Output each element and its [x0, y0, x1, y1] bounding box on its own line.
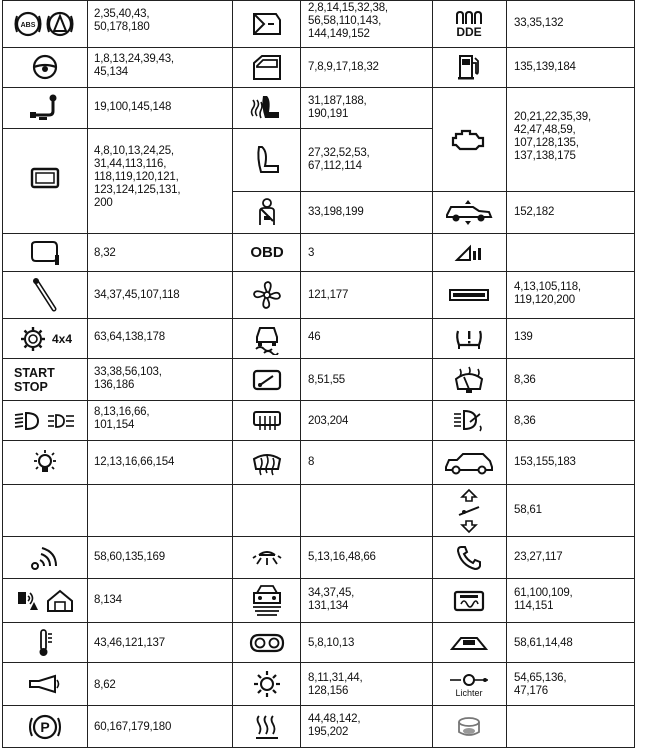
- engine-check-icon: [436, 118, 502, 162]
- table-border-right: [634, 0, 635, 748]
- start-label: START: [14, 365, 55, 380]
- radio-unit-icon: [436, 273, 502, 317]
- row-divider: [2, 662, 635, 663]
- interior-light-icon: [236, 538, 298, 577]
- fuse-numbers: 4,13,105,118, 119,120,200: [514, 281, 581, 306]
- fuse-numbers: 8,32: [94, 247, 116, 259]
- fuse-numbers: 63,64,138,178: [94, 331, 165, 343]
- row-divider: [2, 578, 635, 579]
- light-bulb-icon: [6, 442, 84, 483]
- display-screen-icon: [6, 158, 84, 198]
- door-open-icon: [236, 4, 298, 44]
- row-divider: [2, 358, 635, 359]
- row-divider: [2, 233, 635, 234]
- fuse-numbers: 27,32,52,53, 67,112,114: [308, 147, 370, 172]
- column-divider: [300, 0, 301, 748]
- instrument-cluster-icon: [236, 624, 298, 661]
- sunroof-icon: [436, 624, 502, 661]
- fuse-numbers: 8: [308, 456, 315, 468]
- seatbelt-icon: [236, 193, 298, 231]
- fuse-numbers: 44,48,142, 195,202: [308, 713, 361, 738]
- horn-icon: [6, 664, 84, 704]
- seat-ventilation-icon: [236, 707, 298, 746]
- row-divider: [2, 0, 635, 1]
- fuse-table: [2, 0, 636, 748]
- headlight-icon: [6, 402, 84, 439]
- fuse-numbers: 8,36: [514, 415, 536, 427]
- fuse-numbers: 33,35,132: [514, 17, 564, 29]
- rear-defrost-icon: [236, 402, 298, 439]
- fuse-numbers: 58,61: [514, 504, 542, 516]
- light-switch-icon: [436, 666, 502, 704]
- fuse-numbers: 8,11,31,44, 128,156: [308, 672, 363, 697]
- row-divider: [232, 191, 432, 192]
- fuse-numbers: 139: [514, 331, 533, 343]
- fuse-numbers: 58,61,14,48: [514, 637, 573, 649]
- fuse-numbers: 153,155,183: [514, 456, 576, 468]
- garage-opener-icon: [6, 580, 84, 621]
- fuse-numbers: 23,27,117: [514, 551, 563, 563]
- obd-label: OBD: [250, 244, 284, 261]
- row-divider: [2, 318, 635, 319]
- fuse-numbers: 43,46,121,137: [94, 637, 165, 649]
- row-divider: [2, 622, 635, 623]
- rear-climate-icon: [436, 580, 502, 621]
- fuse-numbers: 1,8,13,24,39,43, 45,134: [94, 53, 174, 78]
- row-divider: [2, 536, 635, 537]
- park-distance-icon: [236, 580, 298, 621]
- row-divider: [2, 87, 635, 88]
- fuse-numbers: 33,198,199: [308, 206, 364, 218]
- table-border-bottom: [2, 747, 635, 748]
- fuse-numbers: 58,60,135,169: [94, 551, 165, 563]
- fuse-numbers: 203,204: [308, 415, 349, 427]
- fuse-numbers: 3: [308, 247, 315, 259]
- row-divider: [2, 271, 635, 272]
- fuse-numbers: 60,167,179,180: [94, 721, 172, 733]
- car-icon: [436, 442, 502, 483]
- fuse-holder-icon: [436, 707, 502, 746]
- fan-icon: [236, 273, 298, 317]
- column-divider: [506, 0, 507, 748]
- row-divider: [432, 191, 635, 192]
- fuse-numbers: 5,13,16,48,66: [308, 551, 376, 563]
- row-divider: [2, 705, 635, 706]
- row-divider: [2, 128, 432, 129]
- fuse-numbers: 4,8,10,13,24,25, 31,44,113,116, 118,119,120,121, 123,124,125,131, 200: [94, 145, 181, 209]
- dde-label: DDE: [456, 25, 482, 39]
- windshield-washer-icon: [436, 360, 502, 399]
- row-divider: [2, 47, 635, 48]
- fuse-numbers: 7,8,9,17,18,32: [308, 61, 379, 73]
- fuse-numbers: 8,13,16,66, 101,154: [94, 406, 150, 431]
- fuse-numbers: 8,51,55: [308, 374, 345, 386]
- steering-wheel-icon: [6, 49, 84, 85]
- row-divider: [2, 484, 635, 485]
- abs-brake-warning-icon: [6, 4, 84, 44]
- fuse-numbers: 2,35,40,43, 50,178,180: [94, 8, 150, 33]
- fuse-numbers: 135,139,184: [514, 61, 576, 73]
- svg-text:ABS: ABS: [20, 22, 36, 29]
- side-mirror-icon: [6, 235, 84, 270]
- row-divider: [2, 440, 635, 441]
- column-divider: [87, 0, 88, 748]
- window-icon: [236, 49, 298, 85]
- rear-wiper-icon: [236, 360, 298, 399]
- fuse-numbers: 19,100,145,148: [94, 101, 172, 113]
- stability-control-icon: [236, 320, 298, 357]
- seat-memory-icon: [436, 486, 502, 535]
- svg-text:P: P: [40, 718, 50, 735]
- thermometer-icon: [6, 624, 84, 661]
- fuel-pump-icon: [436, 49, 502, 85]
- row-divider: [2, 400, 635, 401]
- shock-absorber-icon: [6, 273, 84, 317]
- fuse-numbers: 61,100,109, 114,151: [514, 587, 573, 612]
- fuse-numbers: 31,187,188, 190,191: [308, 95, 367, 120]
- vehicle-level-icon: [436, 193, 502, 231]
- fuse-numbers: 34,37,45,107,118: [94, 289, 180, 301]
- column-divider: [432, 0, 433, 748]
- obd-icon: [236, 235, 298, 270]
- fuse-numbers: 8,134: [94, 594, 122, 606]
- seat-heating-icon: [236, 89, 298, 127]
- trailer-hitch-icon: [6, 89, 84, 127]
- fuse-numbers: 20,21,22,35,39, 42,47,48,59, 107,128,135, 137,138,175: [514, 111, 591, 162]
- fuse-numbers: 8,36: [514, 374, 536, 386]
- four-wheel-drive-icon: [6, 320, 84, 357]
- four-wheel-drive-label: 4x4: [51, 331, 73, 346]
- table-border-left: [2, 0, 3, 748]
- fuse-numbers: 33,38,56,103, 136,186: [94, 366, 162, 391]
- start-stop-icon: [6, 360, 84, 399]
- fuse-numbers: 46: [308, 331, 321, 343]
- wireless-signal-icon: [6, 538, 84, 577]
- fuse-numbers: 54,65,136, 47,176: [514, 672, 567, 697]
- headlight-washer-icon: [436, 402, 502, 439]
- fuse-numbers: 2,8,14,15,32,38, 56,58,110,143, 144,149,152: [308, 2, 388, 40]
- dde-glow-plug-icon: [436, 2, 502, 46]
- climate-control-icon: [236, 664, 298, 704]
- seat-adjust-icon: [236, 132, 298, 188]
- fuse-numbers: 121,177: [308, 289, 349, 301]
- fuse-numbers: 152,182: [514, 206, 555, 218]
- front-defrost-icon: [236, 442, 298, 483]
- parking-brake-icon: [6, 707, 84, 746]
- fuse-numbers: 8,62: [94, 679, 116, 691]
- fuse-numbers: 5,8,10,13: [308, 637, 355, 649]
- tire-pressure-icon: [436, 320, 502, 357]
- fuse-numbers: 12,13,16,66,154: [94, 456, 175, 468]
- telephone-icon: [436, 538, 502, 577]
- column-divider: [232, 0, 233, 748]
- light-switch-label: Lichter: [455, 688, 483, 698]
- fuse-numbers: 34,37,45, 131,134: [308, 587, 355, 612]
- slope-icon: [436, 235, 502, 270]
- stop-label: STOP: [14, 379, 48, 394]
